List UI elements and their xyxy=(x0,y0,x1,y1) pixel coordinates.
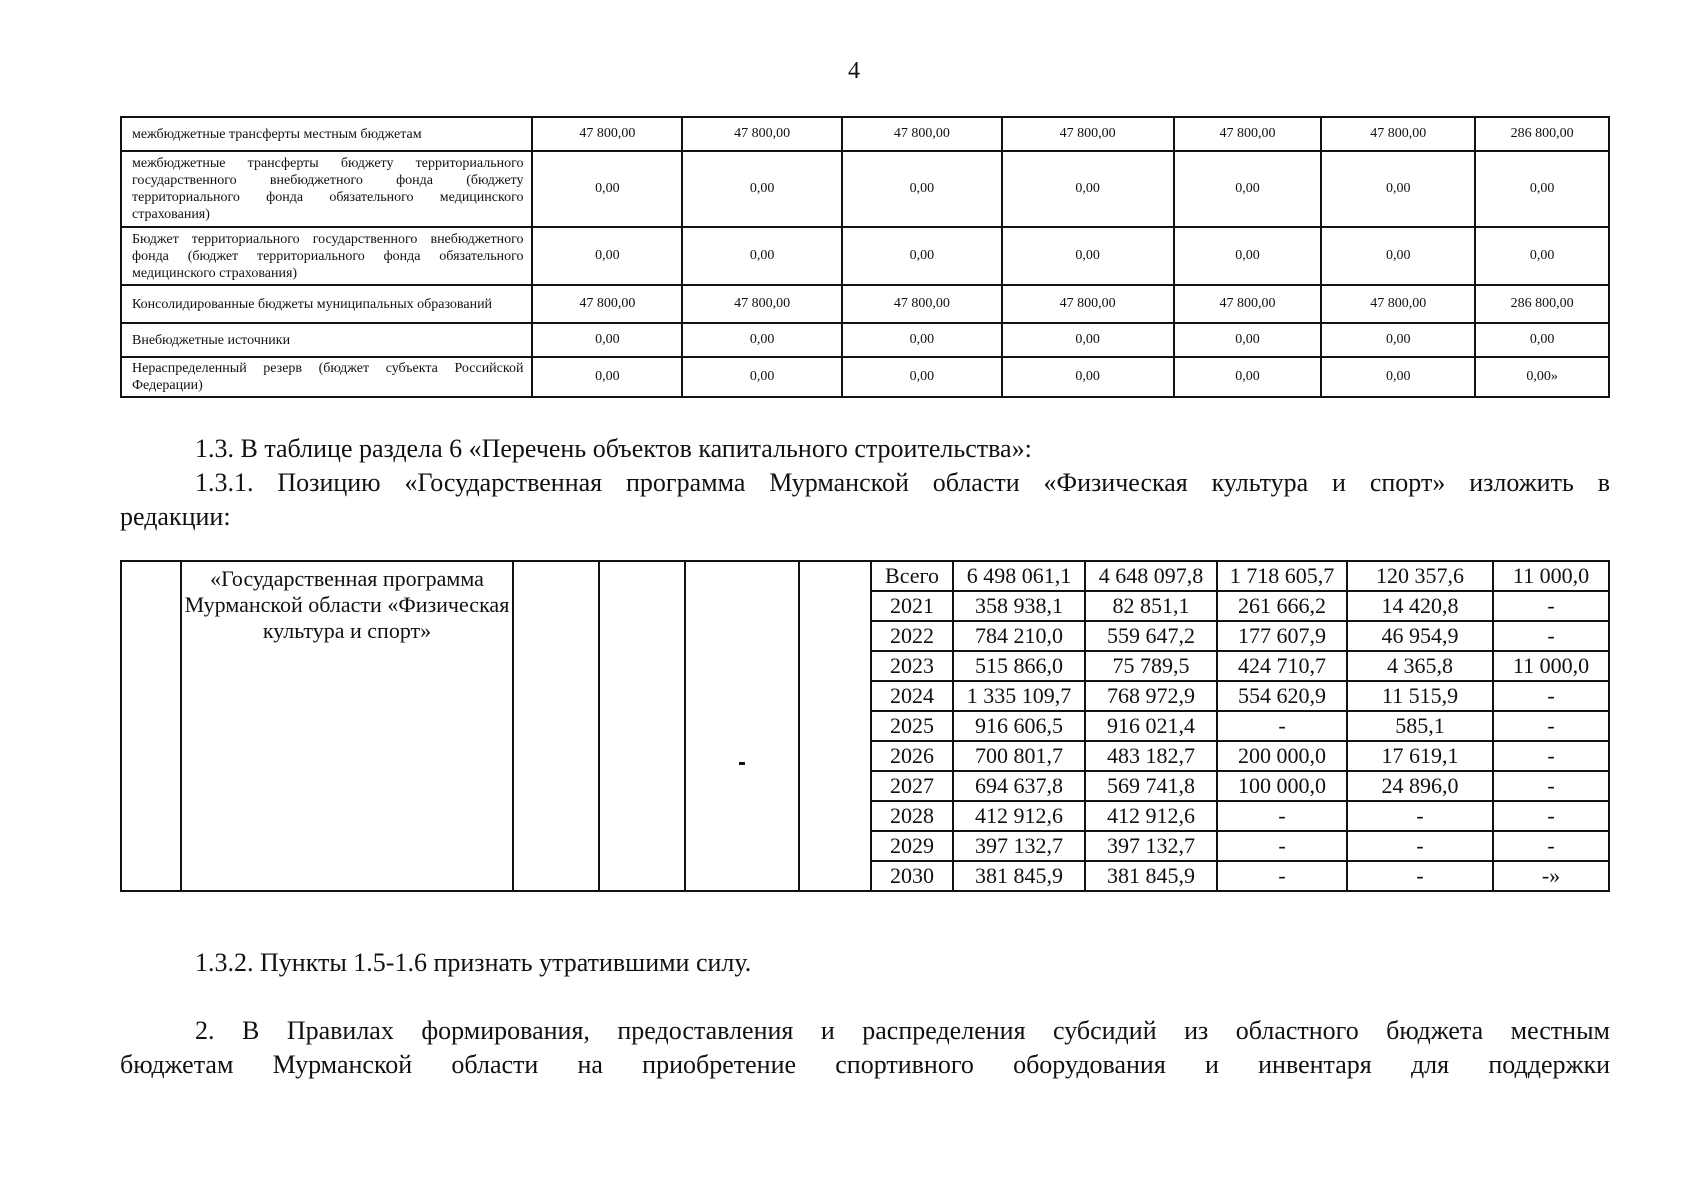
funding-row-label: межбюджетные трансферты бюджету территориального государственного внебюджетного фонда (бюджету территориального фонда обязательного медицинского страхования) xyxy=(121,151,532,227)
amount-cell: 11 000,0 xyxy=(1493,651,1609,681)
year-cell: 2030 xyxy=(871,861,953,891)
amount-cell: 784 210,0 xyxy=(953,621,1085,651)
year-cell: 2029 xyxy=(871,831,953,861)
year-cell: 2026 xyxy=(871,741,953,771)
empty-attribute-cell xyxy=(599,561,685,891)
amount-cell: - xyxy=(1493,621,1609,651)
funding-value-cell: 0,00 xyxy=(532,227,682,285)
funding-row xyxy=(121,323,1609,357)
funding-value-cell: 0,00 xyxy=(842,323,1002,357)
amount-cell: 424 710,7 xyxy=(1217,651,1347,681)
paragraph-2-line2: бюджетам Мурманской области на приобретение спортивного оборудования и инвентаря для поддержки xyxy=(120,1050,1610,1079)
funding-value-cell: 47 800,00 xyxy=(532,117,682,151)
amount-cell: - xyxy=(1347,801,1493,831)
amount-cell: 75 789,5 xyxy=(1085,651,1217,681)
amount-cell: 46 954,9 xyxy=(1347,621,1493,651)
amount-cell: - xyxy=(1493,771,1609,801)
paragraph-1-3-2: 1.3.2. Пункты 1.5-1.6 признать утратившими силу. xyxy=(195,948,752,977)
amount-cell: 694 637,8 xyxy=(953,771,1085,801)
funding-value-cell: 0,00 xyxy=(532,323,682,357)
year-cell: 2023 xyxy=(871,651,953,681)
amount-cell: 358 938,1 xyxy=(953,591,1085,621)
funding-value-cell: 0,00» xyxy=(1475,357,1609,397)
funding-value-cell: 0,00 xyxy=(1174,323,1322,357)
amount-cell: 14 420,8 xyxy=(1347,591,1493,621)
amount-cell: - xyxy=(1493,741,1609,771)
funding-value-cell: 47 800,00 xyxy=(1321,285,1475,323)
amount-cell: 261 666,2 xyxy=(1217,591,1347,621)
funding-value-cell: 47 800,00 xyxy=(1174,117,1322,151)
program-name-cell: «Государственная программа Мурманской области «Физическая культура и спорт» xyxy=(181,561,513,891)
amount-cell: 397 132,7 xyxy=(1085,831,1217,861)
amount-cell: 397 132,7 xyxy=(953,831,1085,861)
amount-cell: - xyxy=(1217,831,1347,861)
amount-cell: 11 515,9 xyxy=(1347,681,1493,711)
amount-cell: 768 972,9 xyxy=(1085,681,1217,711)
amount-cell: 381 845,9 xyxy=(1085,861,1217,891)
funding-value-cell: 47 800,00 xyxy=(532,285,682,323)
amount-cell: - xyxy=(1217,861,1347,891)
funding-value-cell: 47 800,00 xyxy=(682,117,842,151)
amount-cell: 11 000,0 xyxy=(1493,561,1609,591)
empty-attribute-cell xyxy=(685,561,799,891)
amount-cell: 412 912,6 xyxy=(1085,801,1217,831)
dash-mark xyxy=(739,762,745,765)
amount-cell: 559 647,2 xyxy=(1085,621,1217,651)
index-cell xyxy=(121,561,181,891)
amount-cell: 916 606,5 xyxy=(953,711,1085,741)
funding-value-cell: 0,00 xyxy=(1321,357,1475,397)
funding-value-cell: 0,00 xyxy=(1321,227,1475,285)
amount-cell: 569 741,8 xyxy=(1085,771,1217,801)
funding-value-cell: 0,00 xyxy=(1174,227,1322,285)
amount-cell: 1 335 109,7 xyxy=(953,681,1085,711)
funding-row-label: Внебюджетные источники xyxy=(121,323,532,357)
amount-cell: 483 182,7 xyxy=(1085,741,1217,771)
funding-row xyxy=(121,117,1609,151)
funding-value-cell: 0,00 xyxy=(1475,151,1609,227)
amount-cell: 177 607,9 xyxy=(1217,621,1347,651)
funding-value-cell: 0,00 xyxy=(1475,227,1609,285)
funding-value-cell: 47 800,00 xyxy=(1321,117,1475,151)
amount-cell: 200 000,0 xyxy=(1217,741,1347,771)
funding-value-cell: 47 800,00 xyxy=(1174,285,1322,323)
funding-value-cell: 0,00 xyxy=(1174,357,1322,397)
amount-cell: 381 845,9 xyxy=(953,861,1085,891)
funding-value-cell: 0,00 xyxy=(1002,323,1174,357)
year-cell: 2021 xyxy=(871,591,953,621)
amount-cell: 4 648 097,8 xyxy=(1085,561,1217,591)
capital-construction-table xyxy=(120,560,1610,892)
funding-row-label: межбюджетные трансферты местным бюджетам xyxy=(121,117,532,151)
funding-value-cell: 47 800,00 xyxy=(1002,285,1174,323)
funding-value-cell: 0,00 xyxy=(1321,151,1475,227)
funding-row-label: Нераспределенный резерв (бюджет субъекта Российской Федерации) xyxy=(121,357,532,397)
year-cell: 2024 xyxy=(871,681,953,711)
amount-cell: - xyxy=(1493,681,1609,711)
amount-cell: 24 896,0 xyxy=(1347,771,1493,801)
funding-value-cell: 47 800,00 xyxy=(682,285,842,323)
funding-value-cell: 286 800,00 xyxy=(1475,117,1609,151)
amount-cell: 6 498 061,1 xyxy=(953,561,1085,591)
amount-cell: - xyxy=(1493,591,1609,621)
funding-value-cell: 47 800,00 xyxy=(1002,117,1174,151)
paragraph-1-3-1-line1: 1.3.1. Позицию «Государственная программа Мурманской области «Физическая культура и спорт» изложить в xyxy=(195,468,1610,497)
amount-cell: 554 620,9 xyxy=(1217,681,1347,711)
paragraph-2-line1: 2. В Правилах формирования, предоставления и распределения субсидий из областного бюджета местным xyxy=(195,1016,1610,1045)
amount-cell: -» xyxy=(1493,861,1609,891)
year-cell: 2028 xyxy=(871,801,953,831)
amount-cell: 515 866,0 xyxy=(953,651,1085,681)
funding-row xyxy=(121,357,1609,397)
funding-value-cell: 0,00 xyxy=(842,357,1002,397)
amount-cell: 4 365,8 xyxy=(1347,651,1493,681)
funding-value-cell: 47 800,00 xyxy=(842,285,1002,323)
funding-value-cell: 0,00 xyxy=(842,151,1002,227)
funding-value-cell: 0,00 xyxy=(1321,323,1475,357)
funding-sources-table xyxy=(120,116,1610,398)
amount-cell: - xyxy=(1347,861,1493,891)
amount-cell: 585,1 xyxy=(1347,711,1493,741)
amount-cell: 100 000,0 xyxy=(1217,771,1347,801)
funding-value-cell: 0,00 xyxy=(532,151,682,227)
amount-cell: - xyxy=(1347,831,1493,861)
funding-value-cell: 286 800,00 xyxy=(1475,285,1609,323)
funding-row xyxy=(121,227,1609,285)
funding-row-label: Консолидированные бюджеты муниципальных образований xyxy=(121,285,532,323)
funding-row xyxy=(121,151,1609,227)
page-number: 4 xyxy=(848,58,860,84)
year-cell: 2025 xyxy=(871,711,953,741)
funding-value-cell: 0,00 xyxy=(682,323,842,357)
empty-attribute-cell xyxy=(513,561,599,891)
funding-value-cell: 0,00 xyxy=(1002,227,1174,285)
amount-cell: - xyxy=(1217,711,1347,741)
amount-cell: 700 801,7 xyxy=(953,741,1085,771)
amount-cell: 82 851,1 xyxy=(1085,591,1217,621)
paragraph-1-3-1-line2: редакции: xyxy=(120,502,231,531)
amount-cell: 120 357,6 xyxy=(1347,561,1493,591)
funding-value-cell: 0,00 xyxy=(1475,323,1609,357)
amount-cell: - xyxy=(1493,801,1609,831)
funding-value-cell: 47 800,00 xyxy=(842,117,1002,151)
empty-attribute-cell xyxy=(799,561,871,891)
funding-value-cell: 0,00 xyxy=(842,227,1002,285)
amount-cell: 916 021,4 xyxy=(1085,711,1217,741)
amount-cell: - xyxy=(1493,831,1609,861)
funding-value-cell: 0,00 xyxy=(1174,151,1322,227)
funding-row-label: Бюджет территориального государственного внебюджетного фонда (бюджет территориального фонда обязательного медицинского страхования) xyxy=(121,227,532,285)
paragraph-1-3: 1.3. В таблице раздела 6 «Перечень объектов капитального строительства»: xyxy=(195,434,1032,463)
year-row xyxy=(121,561,1609,591)
year-cell: 2022 xyxy=(871,621,953,651)
funding-value-cell: 0,00 xyxy=(532,357,682,397)
funding-value-cell: 0,00 xyxy=(1002,357,1174,397)
amount-cell: 17 619,1 xyxy=(1347,741,1493,771)
funding-value-cell: 0,00 xyxy=(682,357,842,397)
year-cell: Всего xyxy=(871,561,953,591)
amount-cell: 1 718 605,7 xyxy=(1217,561,1347,591)
funding-row xyxy=(121,285,1609,323)
funding-value-cell: 0,00 xyxy=(1002,151,1174,227)
year-cell: 2027 xyxy=(871,771,953,801)
amount-cell: - xyxy=(1217,801,1347,831)
funding-value-cell: 0,00 xyxy=(682,151,842,227)
funding-value-cell: 0,00 xyxy=(682,227,842,285)
amount-cell: - xyxy=(1493,711,1609,741)
amount-cell: 412 912,6 xyxy=(953,801,1085,831)
